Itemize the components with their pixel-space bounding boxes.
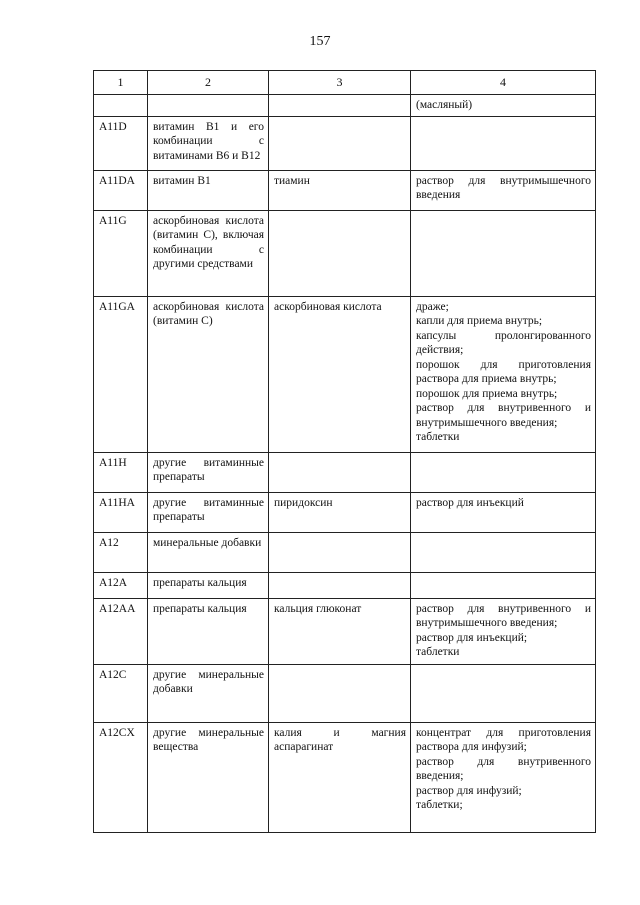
anatomical-group-cell: другие витаминные препараты	[148, 492, 269, 532]
table-row	[94, 722, 596, 832]
dosage-forms-cell	[411, 452, 596, 492]
substance-cell	[269, 210, 411, 296]
dosage-forms-cell	[411, 296, 596, 452]
anatomical-group-cell: витамин B1 и его комбинации с витаминами B6 и B12	[148, 116, 269, 170]
dosage-form-item: таблетки;	[416, 799, 463, 811]
atc-code-cell: A12	[94, 532, 148, 572]
dosage-forms-cell	[411, 492, 596, 532]
dosage-forms-cell	[411, 722, 596, 832]
substance-cell: кальция глюконат	[269, 598, 411, 664]
table-row	[94, 94, 596, 116]
anatomical-group-cell: аскорбиновая кислота (витамин С)	[148, 296, 269, 452]
column-header: 2	[148, 71, 269, 95]
dosage-form-item: раствор для инъекций;	[416, 631, 528, 644]
atc-code-cell	[94, 94, 148, 116]
table-row	[94, 452, 596, 492]
dosage-form-item: раствор для инъекций	[416, 496, 524, 509]
anatomical-group-cell: аскорбиновая кислота (витамин С), включая комбинации с другими средствами	[148, 210, 269, 296]
substance-cell	[269, 572, 411, 598]
table-row	[94, 532, 596, 572]
atc-code-cell: A11D	[94, 116, 148, 170]
anatomical-group-cell: другие минеральные вещества	[148, 722, 269, 832]
table-row	[94, 210, 596, 296]
dosage-form-item: раствор для инфузий;	[416, 784, 522, 797]
substance-cell: калия и магния аспарагинат	[269, 722, 411, 832]
table-header-row	[94, 71, 596, 95]
dosage-forms-cell	[411, 170, 596, 210]
dosage-form-item: раствор для внутривенного и внутримышечного введения;	[416, 402, 591, 429]
dosage-forms-cell	[411, 598, 596, 664]
substance-cell	[269, 116, 411, 170]
substance-cell	[269, 532, 411, 572]
atc-code-cell: A12C	[94, 664, 148, 722]
dosage-forms-cell	[411, 664, 596, 722]
dosage-forms-cell	[411, 94, 596, 116]
drug-classification-table	[93, 70, 596, 833]
dosage-forms-cell	[411, 532, 596, 572]
table-row	[94, 572, 596, 598]
table-row	[94, 296, 596, 452]
dosage-form-item: раствор для внутримышечного введения	[416, 174, 591, 201]
table-row	[94, 492, 596, 532]
dosage-form-item: порошок для приготовления раствора для приема внутрь;	[416, 358, 591, 385]
atc-code-cell: A11H	[94, 452, 148, 492]
atc-code-cell: A11DA	[94, 170, 148, 210]
dosage-form-item: порошок для приема внутрь;	[416, 387, 558, 400]
dosage-form-item: капсулы пролонгированного действия;	[416, 329, 591, 356]
atc-code-cell: A12CX	[94, 722, 148, 832]
dosage-forms-cell	[411, 210, 596, 296]
column-header: 1	[94, 71, 148, 95]
atc-code-cell: A11GA	[94, 296, 148, 452]
dosage-form-item: драже;	[416, 300, 449, 313]
atc-code-cell: A12AA	[94, 598, 148, 664]
substance-cell: тиамин	[269, 170, 411, 210]
column-header: 3	[269, 71, 411, 95]
dosage-form-item: капли для приема внутрь;	[416, 315, 543, 327]
substance-cell: аскорбиновая кислота	[269, 296, 411, 452]
substance-cell	[269, 452, 411, 492]
substance-cell: пиридоксин	[269, 492, 411, 532]
dosage-forms-cell	[411, 116, 596, 170]
dosage-form-item: (масляный)	[416, 98, 473, 111]
anatomical-group-cell: препараты кальция	[148, 572, 269, 598]
page-number: 157	[309, 34, 331, 49]
dosage-forms-cell	[411, 572, 596, 598]
table-row	[94, 664, 596, 722]
anatomical-group-cell: другие минеральные добавки	[148, 664, 269, 722]
dosage-form-item: таблетки	[416, 646, 460, 658]
substance-cell	[269, 664, 411, 722]
atc-code-cell: A11HA	[94, 492, 148, 532]
anatomical-group-cell: минеральные добавки	[148, 532, 269, 572]
dosage-form-item: раствор для внутривенного и внутримышечного введения;	[416, 602, 591, 629]
anatomical-group-cell: другие витаминные препараты	[148, 452, 269, 492]
substance-cell	[269, 94, 411, 116]
column-header: 4	[411, 71, 596, 95]
dosage-form-item: раствор для внутривенного введения;	[416, 755, 591, 782]
table-row	[94, 170, 596, 210]
table-row	[94, 598, 596, 664]
atc-code-cell: A11G	[94, 210, 148, 296]
atc-code-cell: A12A	[94, 572, 148, 598]
anatomical-group-cell	[148, 94, 269, 116]
table-row	[94, 116, 596, 170]
anatomical-group-cell: препараты кальция	[148, 598, 269, 664]
dosage-form-item: концентрат для приготовления раствора для инфузий;	[416, 726, 591, 753]
dosage-form-item: таблетки	[416, 431, 460, 443]
anatomical-group-cell: витамин B1	[148, 170, 269, 210]
